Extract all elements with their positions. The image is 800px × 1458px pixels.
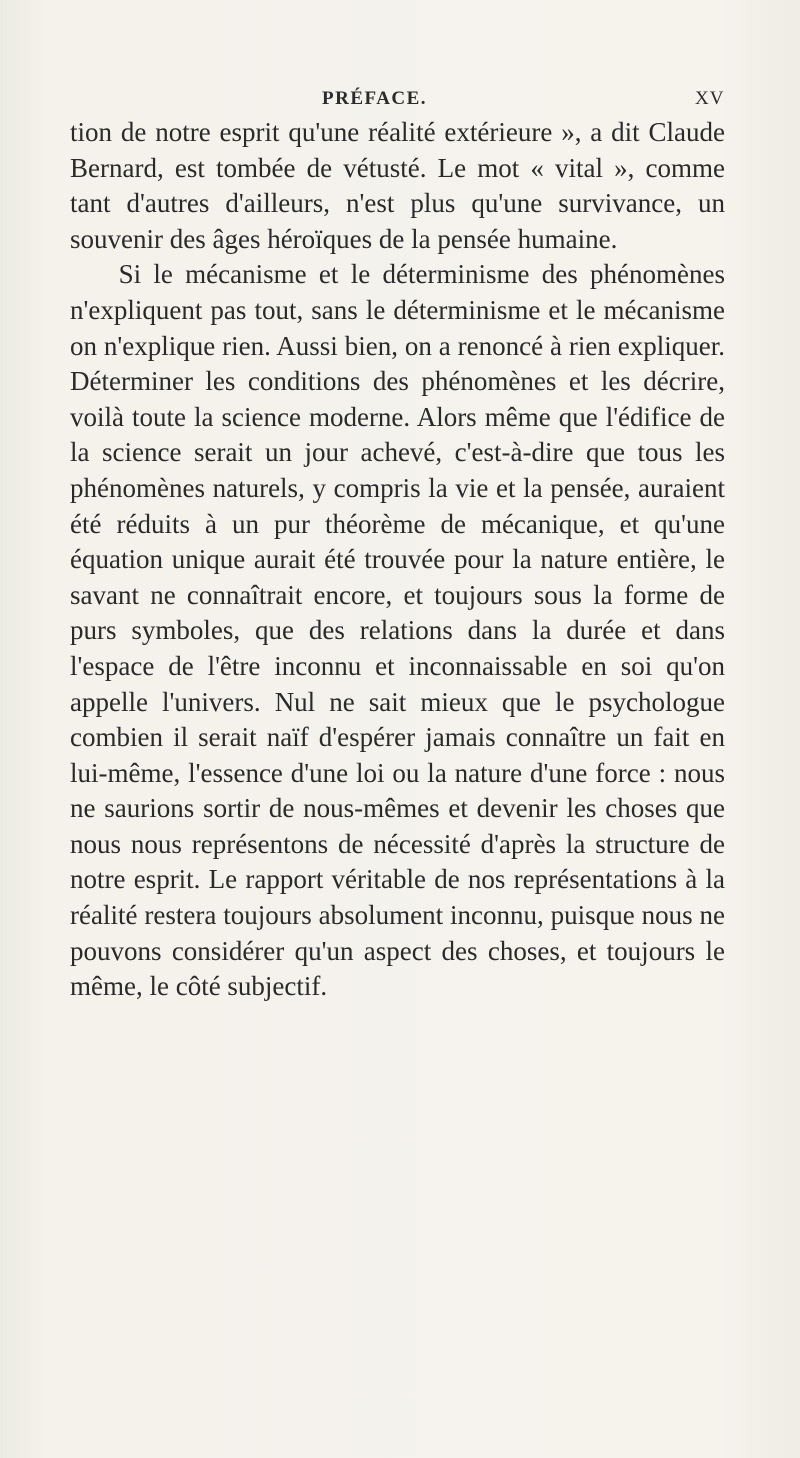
page-header (0, 88, 800, 116)
running-title: PRÉFACE. (322, 88, 428, 109)
paragraph-continued: tion de notre esprit qu'une réalité extérieure », a dit Claude Bernard, est tombée de vétusté. Le mot « vital », comme tant d'autres d'ailleurs, n'est plus qu'une survivance, un souvenir des âges héroïques de la pensée humaine. (70, 117, 725, 254)
body-text (70, 115, 725, 1005)
page-number: XV (695, 88, 725, 109)
paragraph: Si le mécanisme et le déterminisme des phénomènes n'expliquent pas tout, sans le déterminisme et le mécanisme on n'explique rien. Aussi bien, on a renoncé à rien expliquer. Déterminer les conditions des phénomènes et les décrire, voilà toute la science moderne. Alors même que l'édifice de la science serait un jour achevé, c'est-à-dire que tous les phénomènes naturels, y compris la vie et la pensée, auraient été réduits à un pur théorème de mécanique, et qu'une équation unique aurait été trouvée pour la nature entière, le savant ne connaîtrait encore, et toujours sous la forme de purs symboles, que des relations dans la durée et dans l'espace de l'être inconnu et inconnaissable en soi qu'on appelle l'univers. Nul ne sait mieux que le psychologue combien il serait naïf d'espérer jamais connaître un fait en lui-même, l'essence d'une loi ou la nature d'une force : nous ne saurions sortir de nous-mêmes et devenir les choses que nous nous représentons de nécessité d'après la structure de notre esprit. Le rapport véritable de nos représentations à la réalité restera toujours absolument inconnu, puisque nous ne pouvons considérer qu'un aspect des choses, et toujours le même, le côté subjectif. (70, 259, 725, 1002)
